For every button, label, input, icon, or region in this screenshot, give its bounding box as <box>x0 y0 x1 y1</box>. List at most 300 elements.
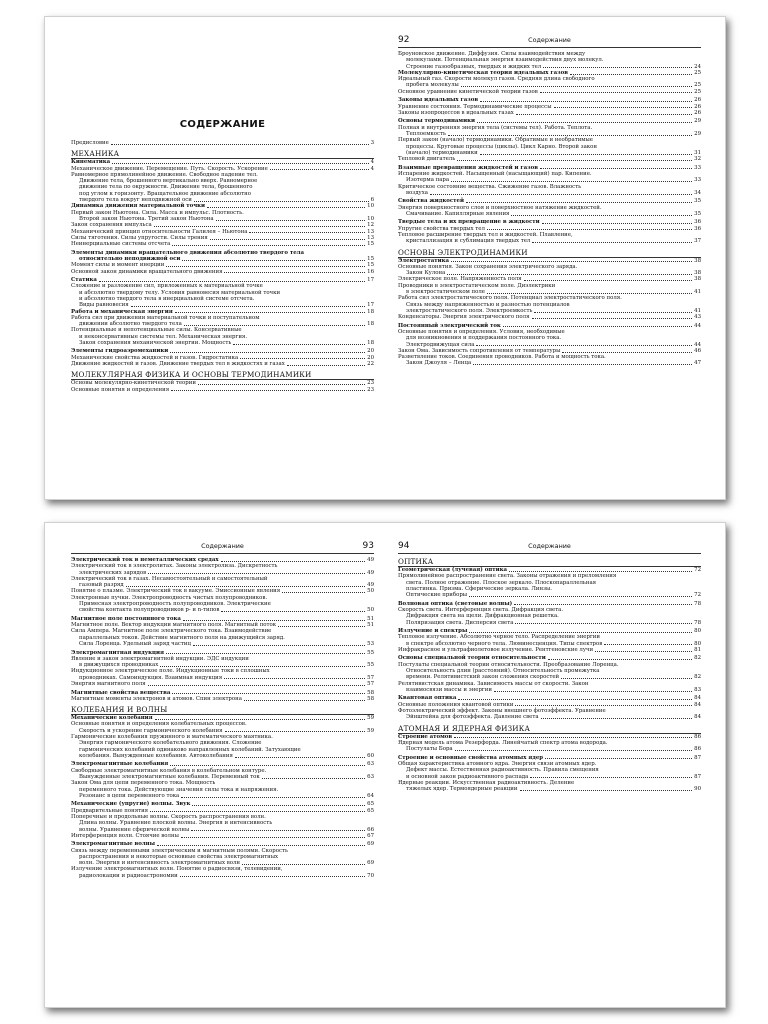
toc-entry-title: Закон Джоуля – Ленца <box>406 360 472 367</box>
toc-page-number: 84 <box>694 701 701 708</box>
toc-row <box>398 89 701 95</box>
toc-page-number: 13 <box>367 234 374 241</box>
toc-entry-title: Связь между напряженностью и разностью потенциалов <box>406 301 570 308</box>
dot-leader <box>172 693 365 694</box>
toc-entry-title: Проводники в электростатическом поле. Диэлектрики <box>398 282 556 289</box>
toc-page-number: 25 <box>694 82 701 89</box>
toc-list <box>71 557 374 879</box>
toc-entry-title: Броуновское движение. Диффузия. Силы взаимодействия между <box>398 51 586 57</box>
toc-entry-title: Относительность длин (расстояний). Относительность промежутка <box>406 668 600 675</box>
toc-page-number: 72 <box>694 567 701 573</box>
dot-leader <box>509 571 692 572</box>
dot-leader <box>455 750 693 751</box>
dot-leader <box>207 207 365 208</box>
toc-entry-title: Резонанс в цепи переменного тока <box>79 792 180 799</box>
dot-leader <box>516 114 692 115</box>
toc-entry-title: Электромагнитная индукция <box>71 649 165 656</box>
dot-leader <box>430 194 692 195</box>
toc-entry-title: Длина волны. Уравнение плоской волны. Энергия и интенсивность <box>79 820 273 827</box>
toc-entry-title: Движение жидкостей и газов. Движение твердых тел в жидкостях и газах <box>71 361 285 368</box>
toc-page-number: 90 <box>694 786 701 793</box>
dot-leader <box>216 220 366 221</box>
toc-entry-title: Постулаты специальной теории относительности. Преобразование Лоренца. <box>398 661 619 668</box>
toc-entry-title: Механические свойства жидкостей и газов. Гидростатика <box>71 354 239 361</box>
dot-leader <box>183 620 365 621</box>
toc-page-number: 20 <box>367 354 374 361</box>
page-92 <box>386 17 726 499</box>
toc-entry-title: и неконсервативные системы тел. Механическая энергия. <box>79 333 248 340</box>
toc-page-number: 60 <box>367 752 374 759</box>
toc-page-number: 38 <box>694 276 701 283</box>
toc-entry-title: Механические колебания <box>71 715 153 722</box>
dot-leader <box>454 737 692 738</box>
toc-page-number: 25 <box>694 88 701 95</box>
toc-entry-title: света. Полное отражение. Плоское зеркало. Плоскопараллельная <box>406 579 597 586</box>
toc-entry-title: Твердые тела и их превращение в жидкости <box>398 219 540 226</box>
toc-entry-title: Сила Ампера. Магнитное поле электрического тока. Взаимодействие <box>71 628 272 635</box>
section-heading: АТОМНАЯ И ЯДЕРНАЯ ФИЗИКА <box>398 724 701 734</box>
toc-page-number: 57 <box>367 674 374 681</box>
toc-page-number: 29 <box>694 130 701 137</box>
toc-entry-title: в электростатическом поле <box>406 289 485 296</box>
dot-leader <box>171 390 365 391</box>
toc-entry-title: Примесная электропроводность полупроводников. Электрические <box>79 601 271 608</box>
dot-leader <box>458 699 692 700</box>
toc-entry-title: гармонических колебаний одинаково направленных колебаний. Затухающие <box>79 746 301 753</box>
toc-page-number: 3 <box>370 140 374 146</box>
toc-entry-title: Кинематика <box>71 159 111 166</box>
book-spread-top <box>44 16 726 500</box>
toc-entry-title: Испарение жидкостей. Насыщенный (насыщающий) пар. Кипение. <box>398 170 592 177</box>
toc-list <box>398 51 701 367</box>
page-number: 93 <box>362 541 374 551</box>
toc-page-number: 82 <box>694 674 701 681</box>
toc-entry-title: Основы молекулярно-кинетической теории <box>71 380 196 387</box>
toc-entry-title: Тепловое расширение твердых тел и жидкостей. Плавление, <box>398 231 573 238</box>
toc-page-number: 25 <box>694 69 701 76</box>
toc-entry-title: Момент силы и момент инерции <box>71 262 165 269</box>
toc-entry-title: Молекулярно-кинетическая теория идеальных газов <box>398 69 568 76</box>
dot-leader <box>198 384 365 385</box>
toc-page-number: 22 <box>367 361 374 368</box>
toc-entry-title: и основной закон радиоактивного распада <box>406 773 529 780</box>
toc-page-number: 36 <box>694 219 701 226</box>
toc-entry-title: кристаллизация и сублимация твердых тел <box>406 238 531 245</box>
toc-row <box>398 360 701 366</box>
toc-page-number: 67 <box>367 832 374 839</box>
toc-page-number: 20 <box>367 348 374 355</box>
dot-leader <box>170 352 365 353</box>
toc-page-number: 63 <box>367 761 374 768</box>
toc-entry-title: Силы тяготения. Силы упругости. Силы трения <box>71 234 208 241</box>
toc-entry-title: движении абсолютно твердого тела <box>79 321 182 328</box>
toc-entry-title: Закон сохранения импульса <box>71 222 152 229</box>
toc-entry-title: Оптические приборы <box>406 592 468 599</box>
toc-entry-title: Предисловие <box>71 140 109 146</box>
dot-leader <box>451 181 692 182</box>
toc-entry-title: Квантовая оптика <box>398 695 457 702</box>
toc-page-number: 41 <box>694 289 701 296</box>
toc-page-number: 31 <box>694 149 701 156</box>
toc-entry-title: Свободные электромагнитные колебания в колебательном контуре. <box>71 767 267 774</box>
running-title: Содержание <box>528 542 571 550</box>
dot-leader <box>166 653 365 654</box>
toc-entry-title: Общая характеристика атомного ядра. Энергия связи атомных ядер. <box>398 760 597 767</box>
dot-leader <box>480 154 692 155</box>
toc-page-number: 36 <box>694 225 701 232</box>
toc-row <box>398 190 701 196</box>
toc-entry-title: Дефект массы. Естественная радиоактивность. Правила смещения <box>406 767 599 774</box>
dot-leader <box>154 226 365 227</box>
toc-page-number: 26 <box>694 103 701 110</box>
toc-entry-title: Энергия гармонического колебательного движения. Сложение <box>79 740 262 747</box>
toc-page-number: 87 <box>694 773 701 780</box>
dot-leader <box>170 765 365 766</box>
toc-page-number: 12 <box>367 222 374 229</box>
toc-entry-title: Дифракция света на щели. Дифракционная решетка. <box>406 613 559 620</box>
toc-entry-title: и абсолютно твердому телу. Условия равновесия материальной точки <box>79 289 281 296</box>
toc-page-number: 35 <box>694 210 701 217</box>
toc-entry-title: Релятивистская динамика. Зависимость массы от скорости. Закон <box>398 680 589 687</box>
toc-entry-title: Закон Кулона <box>406 270 446 277</box>
toc-page-number: 49 <box>367 582 374 589</box>
toc-page-number: 84 <box>694 695 701 702</box>
toc-page-number: 26 <box>694 97 701 104</box>
dot-leader <box>150 811 365 812</box>
dot-leader <box>541 718 693 719</box>
toc-page-number: 58 <box>367 695 374 702</box>
toc-page-number: 18 <box>367 321 374 328</box>
dot-leader <box>221 561 366 562</box>
dot-leader <box>469 632 692 633</box>
contents-title: СОДЕРЖАНИЕ <box>179 119 266 130</box>
toc-entry-title: Скорость света. Интерференция света. Дифракция света. <box>398 606 564 613</box>
dot-leader <box>548 659 692 660</box>
dot-leader <box>233 344 365 345</box>
toc-page-number: 80 <box>694 628 701 635</box>
dot-leader <box>181 837 365 838</box>
toc-entry-title: под углом к горизонту. Вращательное движение абсолютно <box>79 190 251 197</box>
toc-page-number: 16 <box>367 268 374 275</box>
toc-entry-title: переменного тока. Действующие значения силы тока и напряжения. <box>79 786 279 793</box>
dot-leader <box>235 757 365 758</box>
toc-list <box>71 140 374 393</box>
toc-entry-title: Виды равновесия <box>79 302 129 309</box>
toc-entry-title: Основные понятия и определения <box>71 386 170 393</box>
toc-entry-title: Критическое состояние вещества. Сжижение газов. Влажность <box>398 183 582 190</box>
dot-leader <box>532 242 692 243</box>
dot-leader <box>466 202 692 203</box>
toc-entry-title: Основные положения квантовой оптики <box>398 701 514 708</box>
toc-page-number: 43 <box>694 314 701 321</box>
toc-page-number: 38 <box>694 270 701 277</box>
toc-entry-title: Электростатика <box>398 257 449 264</box>
toc-entry-title: Вынужденные электромагнитные колебания. Переменный ток <box>79 773 260 780</box>
toc-entry-title: Сила Лоренца. Удельный заряд частиц <box>79 641 191 648</box>
dot-leader <box>181 797 365 798</box>
dot-leader <box>287 365 365 366</box>
dot-leader <box>487 229 692 230</box>
toc-entry-title: процессы. Круговые процессы (циклы). Цикл Карно. Второй закон <box>406 143 598 150</box>
toc-page-number: 81 <box>694 646 701 653</box>
toc-row <box>398 647 701 653</box>
toc-entry-title: Основное уравнение кинетической теории газов <box>398 88 538 95</box>
toc-page-number: 64 <box>367 792 374 799</box>
toc-entry-title: Строение и основные свойства атомных ядер <box>398 754 544 761</box>
toc-row <box>71 340 374 346</box>
toc-entry-title: Основной закон динамики вращательного движения <box>71 268 223 275</box>
dot-leader <box>249 232 365 233</box>
toc-entry-title: Гармонические колебания пружинного и математического маятника. <box>71 733 273 740</box>
toc-row <box>71 833 374 839</box>
toc-entry-title: Закон Ома. Зависимость сопротивления от температуры <box>398 347 561 354</box>
toc-entry-title: Электромагнитные волны <box>71 841 156 848</box>
page-94 <box>386 523 726 1007</box>
toc-page-number: 17 <box>367 277 374 284</box>
toc-entry-title: Второй закон Ньютона. Третий закон Ньютона <box>79 215 214 222</box>
dot-leader <box>540 168 692 169</box>
dot-leader <box>278 626 365 627</box>
toc-entry-title: Основы термодинамики <box>398 118 475 125</box>
toc-page-number: 15 <box>367 241 374 248</box>
toc-page-number: 83 <box>694 686 701 693</box>
dot-leader <box>160 666 365 667</box>
toc-entry-title: электростатического поля. Электроемкость <box>406 307 533 314</box>
toc-row <box>71 140 374 146</box>
toc-entry-title: Элементы динамики вращательного движения абсолютно твердого тела <box>71 249 304 256</box>
toc-entry-title: Основные понятия и определения. Условия, необходимые <box>398 329 565 335</box>
toc-page-number: 33 <box>694 177 701 184</box>
toc-page-number: 13 <box>367 228 374 235</box>
toc-entry-title: распространения и некоторые основные свойства электромагнитных <box>79 853 279 860</box>
toc-row <box>71 241 374 247</box>
toc-page-number: 4 <box>370 159 374 166</box>
toc-entry-title: (начало) термодинамики <box>406 149 478 156</box>
toc-entry-title: Упругие свойства твердых тел <box>398 225 485 232</box>
toc-entry-title: Электродвижущая сила <box>406 341 475 348</box>
toc-page-number: 78 <box>694 600 701 607</box>
toc-page-number: 53 <box>367 641 374 648</box>
toc-page-number: 82 <box>694 655 701 662</box>
toc-page-number: 29 <box>694 118 701 125</box>
dot-leader <box>225 731 366 732</box>
toc-entry-title: движение тела по окружности. Движение тела, брошенного <box>79 184 253 191</box>
toc-page-number: 15 <box>367 262 374 269</box>
toc-page-number: 44 <box>694 341 701 348</box>
dot-leader <box>476 345 692 346</box>
toc-entry-title: в спектре абсолютно черного тела. Люминесценция. Типы спектров <box>406 640 603 647</box>
toc-entry-title: Энергия поверхностного слоя и поверхностное натяжение жидкостей. <box>398 204 602 211</box>
toc-entry-title: Основы специальной теории относительности <box>398 655 546 662</box>
toc-entry-title: молекулами. Потенциальная энергия взаимодействия двух молекул. <box>406 57 604 64</box>
toc-page-number: 55 <box>367 662 374 669</box>
toc-page-number: 4 <box>370 165 374 172</box>
toc-entry-title: Эйнштейна для фотоэффекта. Давление света <box>406 714 539 721</box>
toc-page-number: 47 <box>694 360 701 367</box>
toc-page-number: 72 <box>694 592 701 599</box>
toc-entry-title: Постулаты Бора <box>406 746 453 753</box>
toc-entry-title: Работа сил электростатического поля. Потенциал электростатического поля. <box>398 295 622 302</box>
toc-entry-title: твердого тела вокруг неподвижной оси <box>79 197 192 204</box>
toc-page-number: 17 <box>367 302 374 309</box>
toc-entry-title: Теплоемкость <box>406 130 446 137</box>
dot-leader <box>224 272 365 273</box>
toc-entry-title: Статика <box>71 277 97 284</box>
toc-list <box>398 557 701 792</box>
dot-leader <box>282 592 365 593</box>
dot-leader <box>112 163 368 164</box>
toc-row <box>71 681 374 687</box>
toc-entry-title: Законы идеальных газов <box>398 97 479 104</box>
toc-entry-title: волны. Уравнение сферической волны <box>79 826 190 833</box>
toc-row <box>71 387 374 393</box>
dot-leader <box>270 169 369 170</box>
toc-row <box>71 361 374 367</box>
toc-entry-title: Прямолинейное распространение света. Законы отражения и преломления <box>398 573 617 580</box>
toc-row <box>398 110 701 116</box>
book-spread-bottom <box>44 522 726 1008</box>
toc-entry-title: колебания. Вынужденные колебания. Автоколебания <box>79 752 233 759</box>
toc-row <box>71 641 374 647</box>
toc-row <box>398 211 701 217</box>
dot-leader <box>126 586 366 587</box>
toc-entry-title: электрических зарядов <box>79 569 147 576</box>
running-header <box>71 539 374 554</box>
toc-page-number: 70 <box>367 872 374 879</box>
dot-leader <box>480 101 692 102</box>
dot-leader <box>540 92 692 93</box>
toc-row <box>398 786 701 792</box>
running-header <box>398 33 701 48</box>
dot-leader <box>99 281 365 282</box>
toc-entry-title: Электромагнитные колебания <box>71 761 169 768</box>
toc-page-number: 50 <box>367 607 374 614</box>
dot-leader <box>193 645 365 646</box>
toc-entry-title: проводниках. Самоиндукция. Взаимная индукция <box>79 674 223 681</box>
dot-leader <box>262 778 365 779</box>
toc-entry-title: Первый закон (начало) термодинамики. Обратимые и необратимые <box>398 137 593 144</box>
toc-entry-title: Основные понятия. Закон сохранения электрического заряда. <box>398 263 578 270</box>
dot-leader <box>515 623 692 624</box>
dot-leader <box>157 845 365 846</box>
dot-leader <box>532 318 693 319</box>
toc-entry-title: Механические (упругие) волны. Звук <box>71 801 191 808</box>
toc-entry-title: Скорость и ускорение гармонического колебания <box>79 727 223 734</box>
section-heading: КОЛЕБАНИЯ И ВОЛНЫ <box>71 705 374 715</box>
toc-entry-title: Строение атомов <box>398 733 453 740</box>
section-heading: ОПТИКА <box>398 557 701 567</box>
toc-entry-title: тяжелых ядер. Термоядерные реакции <box>406 786 518 793</box>
dot-leader <box>542 223 693 224</box>
dot-leader <box>184 325 365 326</box>
toc-entry-title: и абсолютно твердого тела в инерциальной системе отсчета. <box>79 295 255 302</box>
dot-leader <box>447 274 692 275</box>
dot-leader <box>473 364 692 365</box>
dot-leader <box>545 758 692 759</box>
toc-entry-title: Основные понятия и определения колебательных процессов. <box>71 721 247 728</box>
toc-entry-title: Первый закон Ньютона. Сила. Масса и импульс. Плотность. <box>71 209 244 216</box>
toc-page-number: 49 <box>367 557 374 563</box>
toc-entry-title: Разветвление токов. Соединения проводников. Работа и мощность тока. <box>398 354 606 361</box>
toc-row <box>71 793 374 799</box>
toc-page-number: 23 <box>367 380 374 387</box>
toc-page-number: 33 <box>694 164 701 171</box>
toc-entry-title: параллельных токов. Действие магнитного поля на движущийся заряд. <box>79 634 285 641</box>
toc-entry-title: Движение тела, брошенного вертикально вверх. Равномерное <box>79 178 258 185</box>
dot-leader <box>131 306 365 307</box>
toc-entry-title: Элементы гидроаэромеханики <box>71 348 169 355</box>
toc-page-number: 80 <box>694 640 701 647</box>
toc-page-number: 37 <box>694 238 701 245</box>
toc-entry-title: Электрическое поле. Напряженность поля <box>398 276 522 283</box>
toc-page-number: 55 <box>367 649 374 656</box>
dot-leader <box>175 312 365 313</box>
toc-entry-title: Постоянный электрический ток <box>398 322 501 329</box>
dot-leader <box>503 326 692 327</box>
toc-entry-title: Магнитное поле. Вектор индукции магнитного поля. Магнитный поток <box>71 622 277 629</box>
dot-leader <box>451 261 692 262</box>
toc-page-number: 57 <box>367 681 374 688</box>
toc-page-number: 26 <box>694 109 701 116</box>
dot-leader <box>515 705 692 706</box>
toc-page-number: 87 <box>694 754 701 761</box>
dot-leader <box>534 312 692 313</box>
toc-entry-title: Механическое движение. Перемещение. Путь. Скорость. Ускорение <box>71 165 268 172</box>
dot-leader <box>554 107 693 108</box>
toc-entry-title: пробега молекулы <box>406 82 459 89</box>
toc-row <box>71 607 374 613</box>
dot-leader <box>244 700 365 701</box>
toc-entry-title: взаимосвязи массы и энергии <box>406 686 492 693</box>
toc-entry-title: Законы изопроцессов в идеальных газах <box>398 109 514 116</box>
dot-leader <box>172 245 365 246</box>
toc-entry-title: Фотоэлектрический эффект. Законы внешнего фотоэффекта. Уравнение <box>398 707 606 714</box>
toc-entry-title: для возникновения и поддержания постоянного тока. <box>406 335 562 342</box>
dot-leader <box>180 876 365 877</box>
toc-row <box>71 269 374 275</box>
toc-page-number: 69 <box>367 841 374 848</box>
toc-entry-title: волн. Энергия и интенсивность электромагнитных волн <box>79 860 241 867</box>
toc-entry-title: Строение газообразных, твердых и жидких тел <box>406 63 542 70</box>
page-number: 94 <box>398 541 410 551</box>
toc-page-number: 59 <box>367 727 374 734</box>
dot-leader <box>477 122 692 123</box>
toc-row <box>398 592 701 598</box>
toc-page-number: 78 <box>694 619 701 626</box>
dot-leader <box>240 358 365 359</box>
toc-entry-title: относительно неподвижной оси <box>79 255 181 262</box>
toc-entry-title: Магнитные моменты электронов и атомов. Спин электрона <box>71 695 242 702</box>
toc-entry-title: свойства контакта полупроводников p- и n-типов <box>79 607 220 614</box>
toc-page-number: 44 <box>694 322 701 329</box>
toc-entry-title: Уравнение состояния. Термодинамические процессы <box>398 103 552 110</box>
page-number: 92 <box>398 35 410 45</box>
toc-entry-title: Излучение и спектры <box>398 628 468 635</box>
toc-entry-title: Связь между переменными электрическим и магнитным полями. Скорость <box>71 847 288 854</box>
toc-page-number: 66 <box>367 826 374 833</box>
toc-entry-title: Электрический ток в электролитах. Законы электролиза. Дискретность <box>71 563 278 570</box>
toc-page-number: 6 <box>370 197 374 204</box>
toc-entry-title: Сложение и разложение сил, приложенных к материальной точке <box>71 283 263 290</box>
toc-row <box>398 714 701 720</box>
toc-entry-title: Ядерные реакции. Искусственная радиоактивность. Деление <box>398 779 575 786</box>
page-contents-start <box>45 17 386 499</box>
toc-row <box>398 746 701 752</box>
toc-entry-title: воздуха <box>406 189 428 196</box>
toc-page-number: 63 <box>367 773 374 780</box>
toc-entry-title: Тепловой двигатель <box>398 156 456 163</box>
toc-page-number: 10 <box>367 215 374 222</box>
